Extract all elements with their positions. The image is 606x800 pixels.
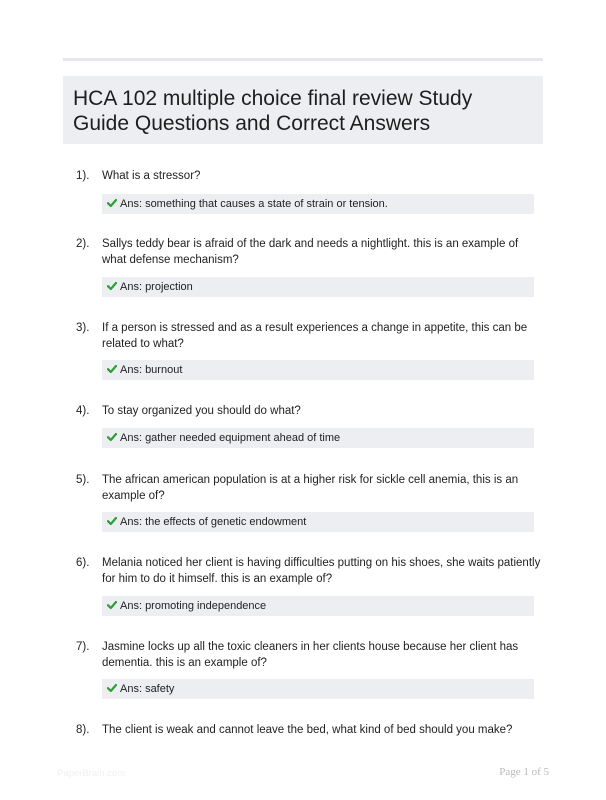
question-number: 4). [76,405,90,417]
answer-text: Ans: burnout [120,364,183,376]
question-number: 3). [76,322,90,334]
question-text: If a person is stressed and as a result experiences a change in appetite, this can be related to what? [102,322,528,350]
question-text: The african american population is at a higher risk for sickle cell anemia, this is an example of? [102,474,519,502]
question-text: Melania noticed her client is having difficulties putting on his shoes, she waits patiently for him to do it himself. this is an example of? [102,557,541,585]
title-banner [63,76,543,144]
question-number: 2). [76,238,90,250]
answer-box [102,360,534,380]
checkmark-icon [107,281,117,291]
checkmark-icon [107,516,117,526]
question-number: 5). [76,474,90,486]
answer-text: Ans: promoting independence [120,600,267,612]
answer-text: Ans: the effects of genetic endowment [120,516,307,528]
question-number: 1). [76,170,90,182]
answer-box [102,679,534,699]
answer-box [102,428,534,448]
page-indicator: Page 1 of 5 [499,766,549,778]
answer-text: Ans: gather needed equipment ahead of time [120,432,341,444]
answer-box [102,512,534,532]
checkmark-icon [107,683,117,693]
question-text: Sallys teddy bear is afraid of the dark and needs a nightlight. this is an example of what defense mechanism? [102,238,519,266]
checkmark-icon [107,364,117,374]
checkmark-icon [107,600,117,610]
question-text: To stay organized you should do what? [102,405,301,417]
answer-text: Ans: safety [120,683,175,695]
answer-text: Ans: something that causes a state of strain or tension. [120,198,388,210]
answer-box [102,596,534,616]
answer-box [102,277,534,297]
checkmark-icon [107,198,117,208]
answer-text: Ans: projection [120,281,193,293]
question-number: 8). [76,724,90,736]
question-number: 6). [76,557,90,569]
question-text: Jasmine locks up all the toxic cleaners in her clients house because her client has dementia. this is an example of? [102,641,519,669]
question-text: What is a stressor? [102,170,201,182]
checkmark-icon [107,432,117,442]
top-divider [63,58,543,61]
question-text: The client is weak and cannot leave the bed, what kind of bed should you make? [102,724,513,736]
answer-box [102,194,534,214]
document-title: HCA 102 multiple choice final review Study Guide Questions and Correct Answers [73,87,473,135]
footer-site: PaperBrain.com [57,768,126,779]
question-number: 7). [76,641,90,653]
